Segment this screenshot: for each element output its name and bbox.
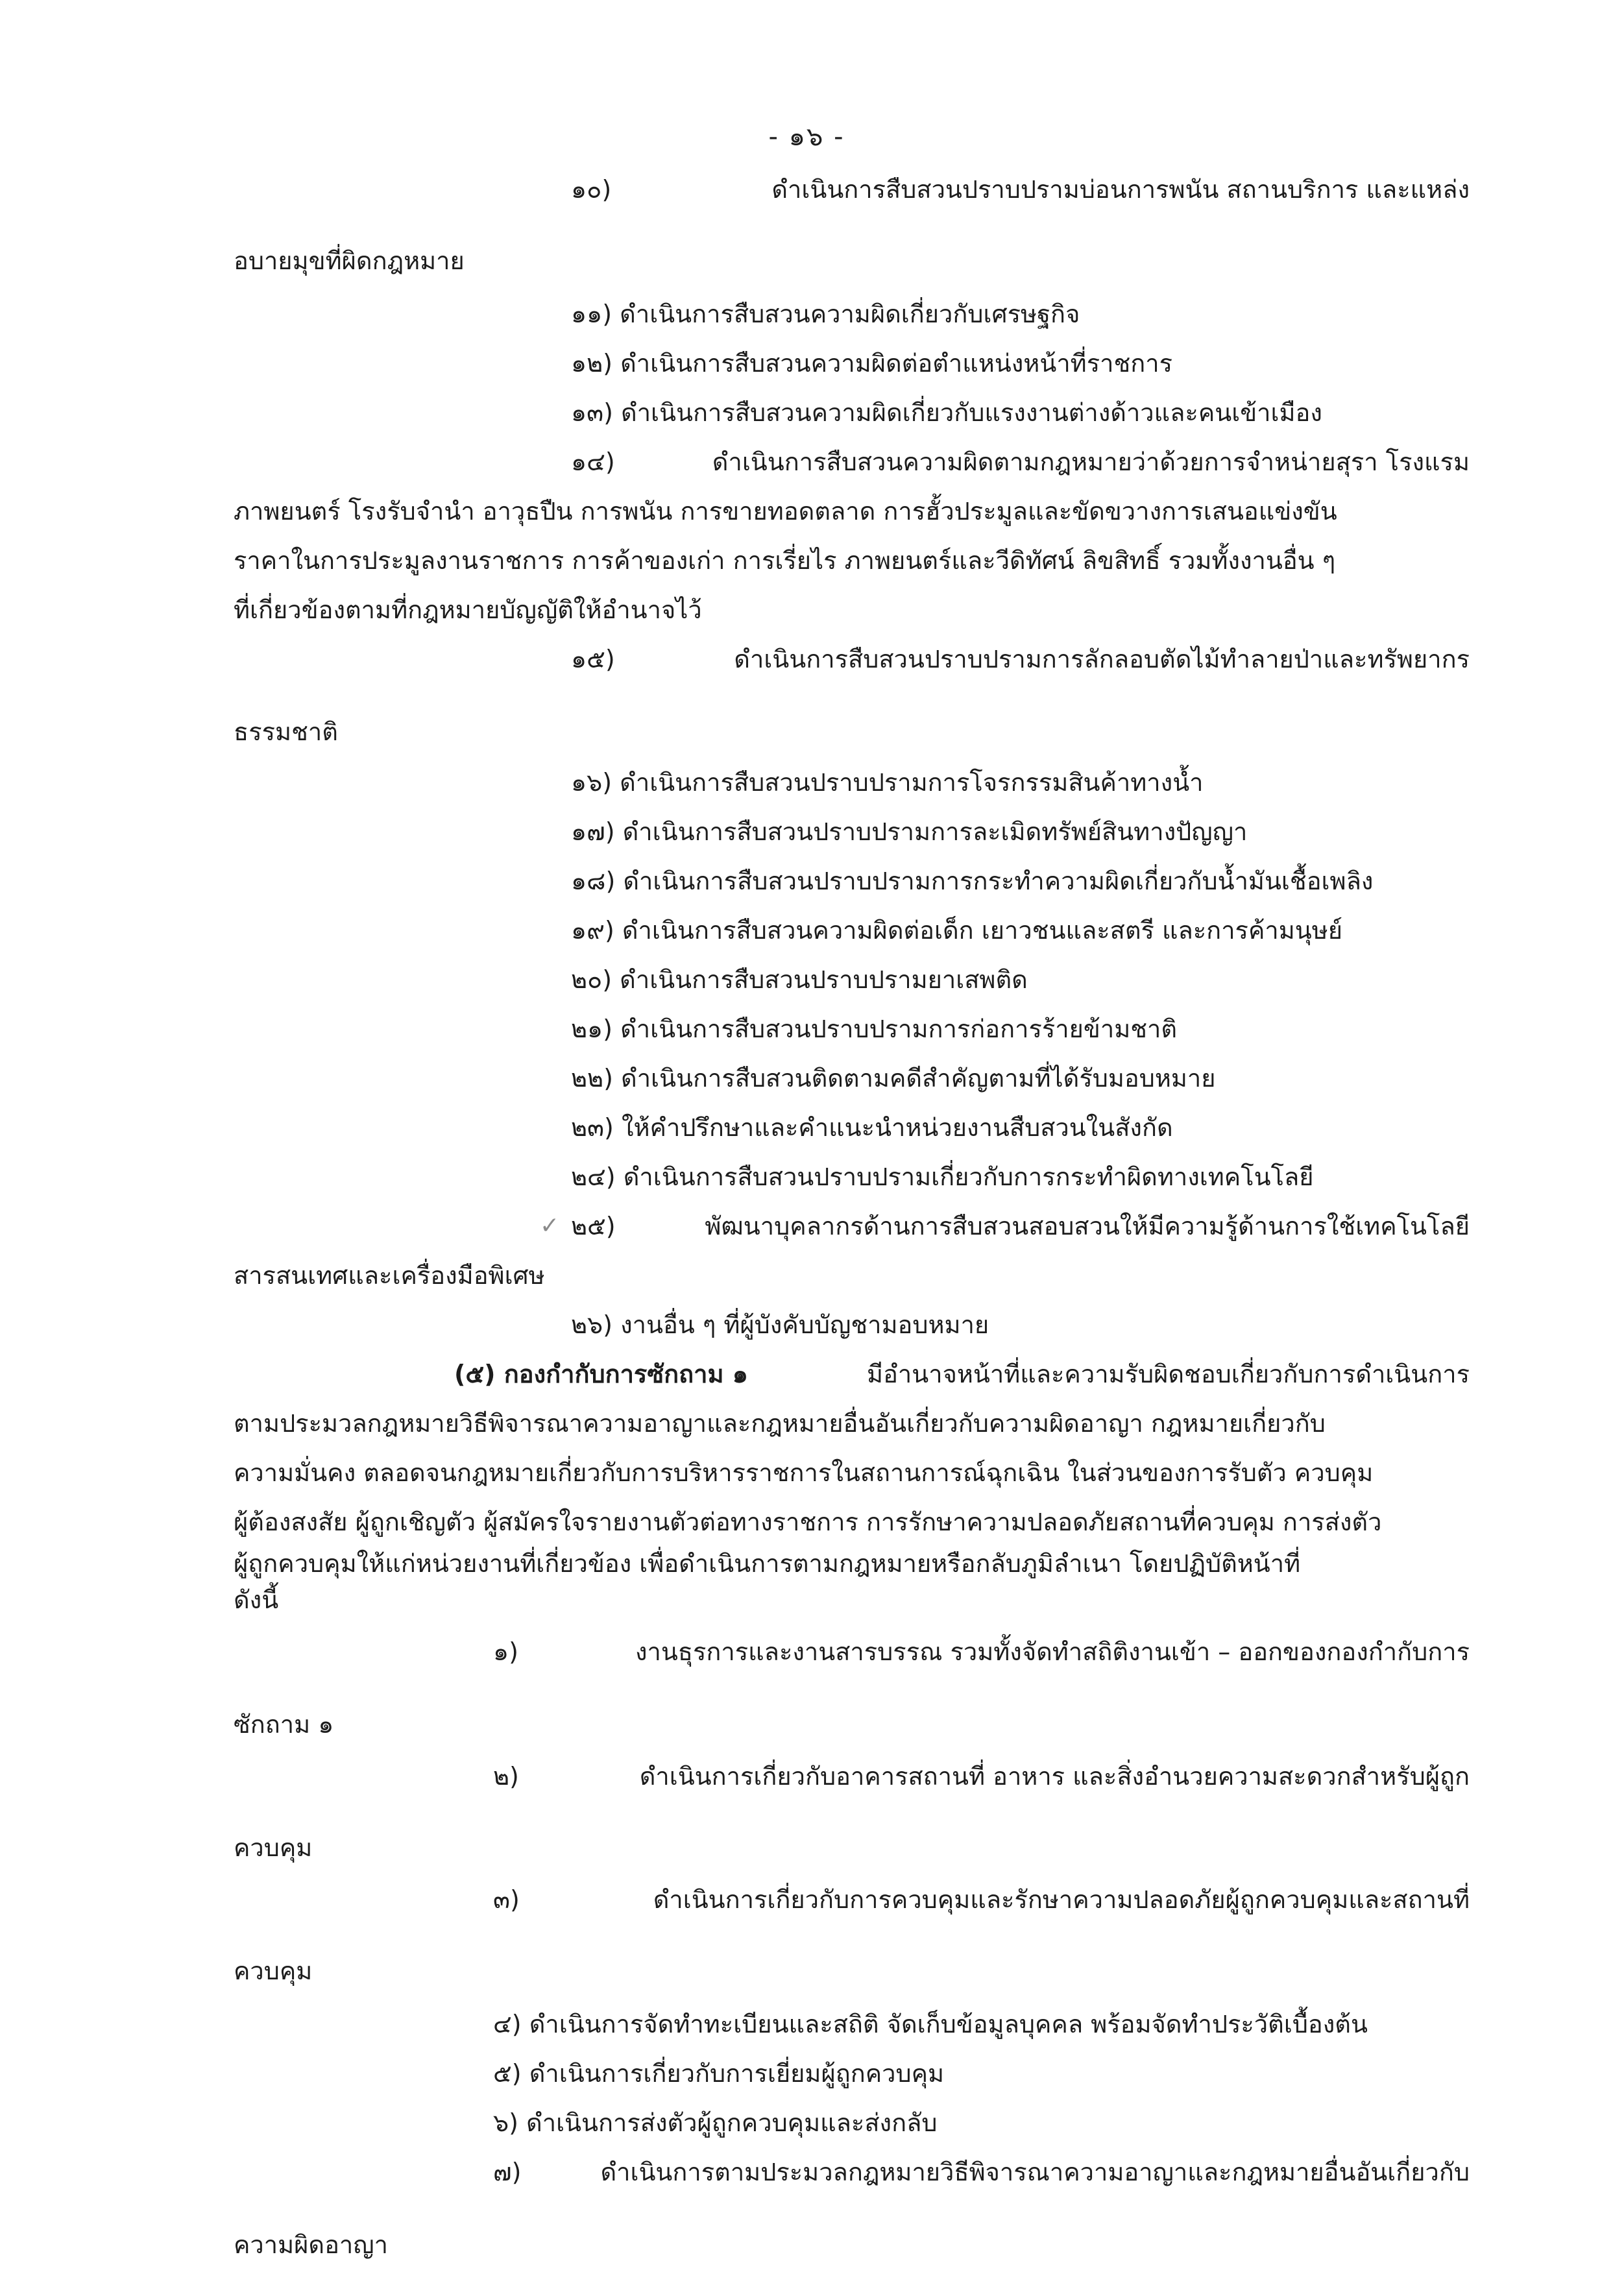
- section-5-heading: (๕) กองกำกับการซักถาม ๑: [454, 1360, 748, 1388]
- list-item-26: [571, 1305, 989, 1344]
- section-5-item-1-continuation: ซักถาม ๑: [234, 1710, 334, 1739]
- list-item-17: [571, 812, 1247, 851]
- section-5-intro-line-3: ผู้ต้องสงสัย ผู้ถูกเชิญตัว ผู้สมัครใจรายงานตัวต่อทางราชการ การรักษาความปลอดภัยสถานที่ควบคุม การส่งตัว: [234, 1508, 1382, 1536]
- item-text: ดำเนินการเกี่ยวกับอาคารสถานที่ อาหาร และสิ่งอำนวยความสะดวกสำหรับผู้ถูก: [639, 1762, 1470, 1791]
- item-number: ๒๐): [571, 965, 612, 994]
- item-text: ดำเนินการจัดทำทะเบียนและสถิติ จัดเก็บข้อมูลบุคคล พร้อมจัดทำประวัติเบื้องต้น: [529, 2010, 1368, 2038]
- item-number: ๒๔): [571, 1163, 616, 1191]
- item-text: ดำเนินการสืบสวนปราบปรามการโจรกรรมสินค้าทางน้ำ: [620, 768, 1204, 797]
- list-item-15: [571, 640, 1470, 679]
- item-text: พัฒนาบุคลากรด้านการสืบสวนสอบสวนให้มีความรู้ด้านการใช้เทคโนโลยี: [705, 1212, 1470, 1240]
- item-number: ๑๖): [571, 768, 612, 797]
- section-5-intro-line-5: ดังนี้: [234, 1586, 279, 1614]
- item-number: ๒): [493, 1762, 519, 1791]
- list-item-14-continuation-2: ราคาในการประมูลงานราชการ การค้าของเก่า การเรี่ยไร ภาพยนตร์และวีดิทัศน์ ลิขสิทธิ์ รวมทั้งงานอื่น ๆ: [234, 546, 1336, 575]
- section-5-intro: (๕) กองกำกับการซักถาม ๑ มีอำนาจหน้าที่และความรับผิดชอบเกี่ยวกับการดำเนินการ: [454, 1355, 1470, 1394]
- item-text: ดำเนินการตามประมวลกฎหมายวิธีพิจารณาความอาญาและกฎหมายอื่นอันเกี่ยวกับ: [600, 2158, 1470, 2186]
- section-5-item-4: [493, 2005, 1368, 2044]
- list-item-12: [571, 344, 1172, 383]
- list-item-14-continuation-3: ที่เกี่ยวข้องตามที่กฎหมายบัญญัติให้อำนาจไว้: [234, 596, 702, 624]
- item-number: ๒๕): [571, 1212, 616, 1240]
- item-number: ๒๑): [571, 1015, 612, 1043]
- list-item-11: [571, 295, 1080, 333]
- section-5-item-6: [493, 2103, 938, 2142]
- section-5-item-1: [493, 1632, 1470, 1671]
- section-5-intro-line-4: ผู้ถูกควบคุมให้แก่หน่วยงานที่เกี่ยวข้อง เพื่อดำเนินการตามกฎหมายหรือกลับภูมิลำเนา โดยปฏิบัติหน้าที่: [234, 1549, 1301, 1578]
- item-text: ดำเนินการสืบสวนความผิดตามกฎหมายว่าด้วยการจำหน่ายสุรา โรงแรม: [712, 448, 1470, 476]
- list-item-13: [571, 393, 1322, 432]
- handwritten-check-mark-icon: ✓: [540, 1213, 560, 1239]
- item-text: งานธุรการและงานสารบรรณ รวมทั้งจัดทำสถิติงานเข้า – ออกของกองกำกับการ: [635, 1637, 1470, 1666]
- item-number: ๑๘): [571, 867, 616, 895]
- item-number: ๑๒): [571, 349, 612, 378]
- list-item-25: [571, 1207, 1470, 1246]
- section-5-item-3-continuation: ควบคุม: [234, 1957, 313, 1985]
- section-5-item-3: [493, 1880, 1470, 1919]
- section-5-intro-line-1: ตามประมวลกฎหมายวิธีพิจารณาความอาญาและกฎหมายอื่นอันเกี่ยวกับความผิดอาญา กฎหมายเกี่ยวกับ: [234, 1409, 1326, 1438]
- item-number: ๑๐): [571, 175, 612, 204]
- list-item-15-continuation: ธรรมชาติ: [234, 718, 338, 746]
- list-item-14-continuation-1: ภาพยนตร์ โรงรับจำนำ อาวุธปืน การพนัน การขายทอดตลาด การฮั้วประมูลและขัดขวางการเสนอแข่งขัน: [234, 497, 1337, 526]
- section-5-item-2-continuation: ควบคุม: [234, 1833, 313, 1862]
- list-item-19: [571, 911, 1342, 950]
- section-5-item-2: [493, 1757, 1470, 1796]
- list-item-22: [571, 1059, 1216, 1098]
- item-number: ๒๓): [571, 1113, 614, 1142]
- item-text: ดำเนินการสืบสวนปราบปรามการละเมิดทรัพย์สินทางปัญญา: [622, 817, 1248, 846]
- item-text: ดำเนินการสืบสวนติดตามคดีสำคัญตามที่ได้รับมอบหมาย: [621, 1064, 1216, 1093]
- item-text: ดำเนินการสืบสวนปราบปรามเกี่ยวกับการกระทำผิดทางเทคโนโลยี: [623, 1163, 1314, 1191]
- item-text: ดำเนินการสืบสวนความผิดเกี่ยวกับเศรษฐกิจ: [620, 300, 1080, 328]
- item-text: ดำเนินการสืบสวนปราบปรามยาเสพติด: [620, 965, 1028, 994]
- list-item-18: [571, 862, 1373, 900]
- item-number: ๑๙): [571, 916, 614, 945]
- item-text: ดำเนินการสืบสวนปราบปรามการกระทำความผิดเกี่ยวกับน้ำมันเชื้อเพลิง: [623, 867, 1374, 895]
- list-item-10: [571, 170, 1470, 209]
- item-text: ให้คำปรึกษาและคำแนะนำหน่วยงานสืบสวนในสังกัด: [621, 1113, 1173, 1142]
- item-text: ดำเนินการสืบสวนปราบปรามบ่อนการพนัน สถานบริการ และแหล่ง: [771, 175, 1470, 204]
- item-number: ๓): [493, 1885, 520, 1914]
- page-number: - ๑๖ -: [768, 122, 845, 152]
- item-number: ๑๗): [571, 817, 615, 846]
- item-number: ๑๔): [571, 448, 615, 476]
- item-text: ดำเนินการสืบสวนปราบปรามการก่อการร้ายข้ามชาติ: [620, 1015, 1178, 1043]
- item-number: ๑): [493, 1637, 518, 1666]
- list-item-23: [571, 1108, 1173, 1147]
- section-5-item-7-continuation: ความผิดอาญา: [234, 2230, 388, 2259]
- item-text: ดำเนินการสืบสวนความผิดต่อเด็ก เยาวชนและสตรี และการค้ามนุษย์: [622, 916, 1343, 945]
- item-text: งานอื่น ๆ ที่ผู้บังคับบัญชามอบหมาย: [620, 1311, 989, 1339]
- list-item-25-continuation: สารสนเทศและเครื่องมือพิเศษ: [234, 1261, 545, 1290]
- item-number: ๗): [493, 2158, 522, 2186]
- item-text: ดำเนินการเกี่ยวกับการควบคุมและรักษาความปลอดภัยผู้ถูกควบคุมและสถานที่: [653, 1885, 1470, 1914]
- section-5-intro-line-2: ความมั่นคง ตลอดจนกฎหมายเกี่ยวกับการบริหารราชการในสถานการณ์ฉุกเฉิน ในส่วนของการรับตัว ควบคุม: [234, 1458, 1374, 1487]
- list-item-24: [571, 1157, 1314, 1196]
- list-item-14: [571, 442, 1470, 481]
- item-number: ๑๓): [571, 398, 613, 427]
- item-text: ดำเนินการสืบสวนความผิดต่อตำแหน่งหน้าที่ราชการ: [620, 349, 1173, 378]
- item-text: ดำเนินการสืบสวนความผิดเกี่ยวกับแรงงานต่างด้าวและคนเข้าเมือง: [621, 398, 1322, 427]
- list-item-20: [571, 960, 1028, 999]
- item-number: ๕): [493, 2059, 522, 2088]
- item-text: ดำเนินการเกี่ยวกับการเยี่ยมผู้ถูกควบคุม: [529, 2059, 945, 2088]
- section-5-item-5: [493, 2054, 944, 2093]
- list-item-10-continuation: อบายมุขที่ผิดกฎหมาย: [234, 247, 465, 275]
- item-number: ๑๕): [571, 645, 615, 673]
- item-number: ๔): [493, 2010, 522, 2038]
- list-item-16: [571, 763, 1204, 802]
- item-number: ๒๒): [571, 1064, 613, 1093]
- section-5-item-7: [493, 2153, 1470, 2192]
- item-number: ๖): [493, 2109, 518, 2137]
- item-number: ๒๖): [571, 1311, 612, 1339]
- list-item-21: [571, 1009, 1177, 1048]
- item-text: ดำเนินการส่งตัวผู้ถูกควบคุมและส่งกลับ: [526, 2109, 938, 2137]
- item-text: ดำเนินการสืบสวนปราบปรามการลักลอบตัดไม้ทำลายป่าและทรัพยากร: [734, 645, 1470, 673]
- item-number: ๑๑): [571, 300, 612, 328]
